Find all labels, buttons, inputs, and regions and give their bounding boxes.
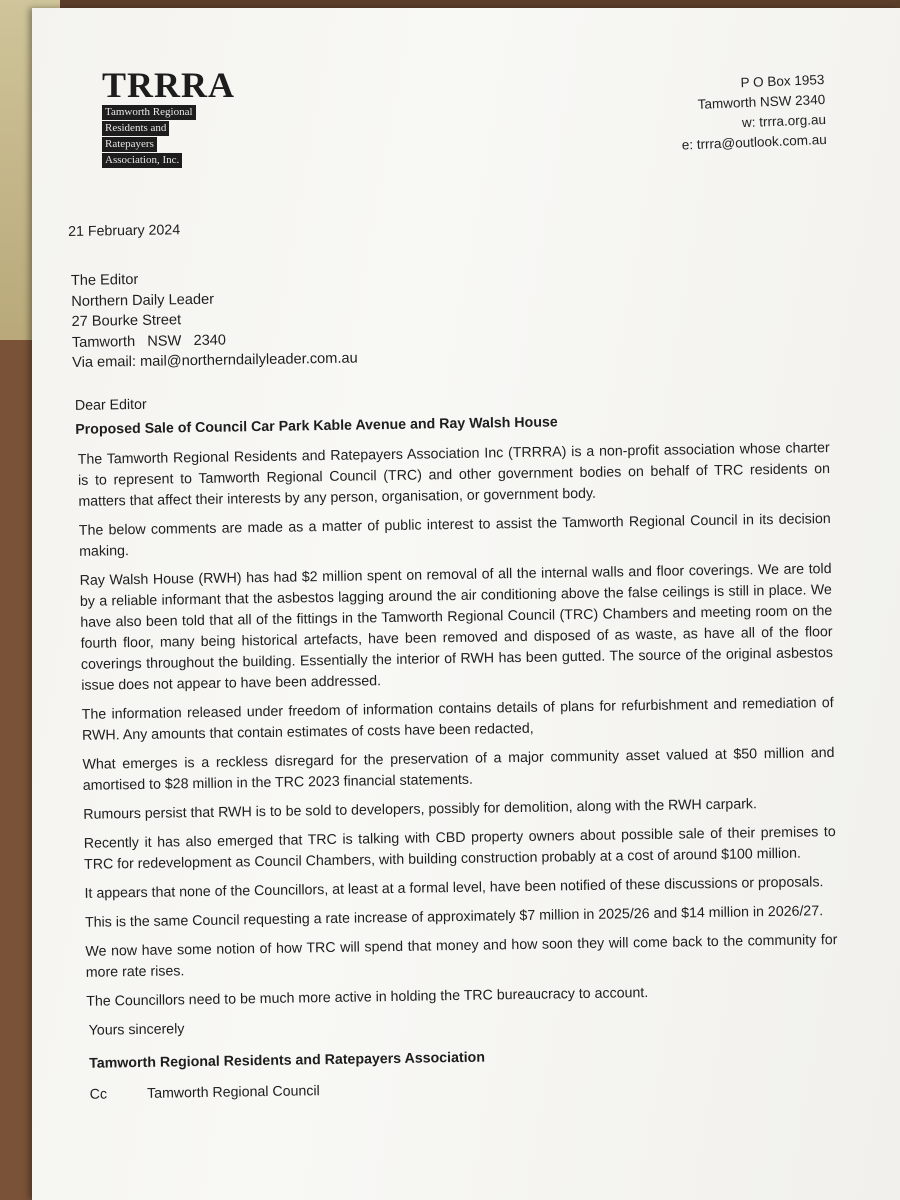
logo-name-block: [102, 104, 242, 168]
address-website: w: trrra.org.au: [741, 111, 827, 131]
paragraph: It appears that none of the Councillors, at least at a formal level, have been notified of these discussions or proposals.: [84, 873, 824, 902]
paragraph: The information released under freedom of information contains details of plans for refurbishment and remediation of RWH. Any amounts that contain estimates of costs have been redacted,: [81, 694, 834, 744]
paragraph: The Councillors need to be much more active in holding the TRC bureaucracy to account.: [86, 984, 649, 1010]
subject-line: Proposed Sale of Council Car Park Kable Avenue and Ray Walsh House: [75, 413, 558, 438]
logo-name-line: Ratepayers: [102, 137, 157, 152]
cc-recipient: Tamworth Regional Council: [146, 1082, 320, 1102]
address-line: P O Box 1953: [740, 71, 825, 91]
recipient-email: Via email: mail@northerndailyleader.com.au: [72, 350, 358, 371]
signature: Tamworth Regional Residents and Ratepayers Association: [89, 1049, 486, 1072]
recipient-block: [71, 259, 831, 373]
cc-label: Cc: [89, 1085, 108, 1103]
letter-date: 21 February 2024: [68, 222, 181, 240]
closing: Yours sincerely: [88, 1020, 185, 1039]
address-line: Tamworth NSW 2340: [697, 91, 826, 112]
recipient-line: Northern Daily Leader: [71, 291, 215, 310]
sender-address: [679, 70, 827, 156]
paragraph: Recently it has also emerged that TRC is talking with CBD property owners about possible sale of their premises to TRC for redevelopment as Council Chambers, with building construction probably at a cost of around $100 million.: [83, 823, 836, 873]
letter-body: [68, 210, 842, 1105]
greeting: Dear Editor: [74, 396, 147, 414]
paragraph: We now have some notion of how TRC will spend that money and how soon they will come back to the community for more rate rises.: [85, 931, 838, 981]
logo-name-line: Residents and: [102, 121, 169, 136]
paragraph: The below comments are made as a matter of public interest to assist the Tamworth Regional Council in its decision making.: [78, 510, 831, 560]
organisation-logo: [102, 66, 242, 168]
paragraph: What emerges is a reckless disregard for the preservation of a major community asset valued at $50 million and amortised to $28 million in the TRC 2023 financial statements.: [82, 744, 835, 794]
recipient-line: The Editor: [70, 271, 139, 289]
recipient-line: Tamworth NSW 2340: [71, 332, 227, 351]
paragraph: The Tamworth Regional Residents and Ratepayers Association Inc (TRRRA) is a non-profit association whose charter is to represent to Tamworth Regional Council (TRC) and other government bodies on behalf of TRC residents on matters that affect their interests by any person, organisation, or government body.: [77, 439, 831, 510]
address-email: e: trrra@outlook.com.au: [681, 131, 827, 153]
logo-name-line: Association, Inc.: [102, 153, 182, 168]
paragraph: Ray Walsh House (RWH) has had $2 million spent on removal of all the internal walls and floor coverings. We are told by a reliable informant that the asbestos lagging around the air conditioning above the false ceilings is still in place. We have also been told that all of the fittings in the Tamworth Regional Council (TRC) Chambers and meeting room on the fourth floor, many being historical artefacts, have been removed and disposed of as waste, as have all of the floor coverings throughout the building. Essentially the interior of RWH has been gutted. The source of the original asbestos issue does not appear to have been addressed.: [79, 560, 833, 694]
logo-acronym: TRRRA: [102, 65, 236, 105]
logo-name-line: Tamworth Regional: [102, 105, 196, 120]
recipient-line: 27 Bourke Street: [71, 312, 182, 330]
paragraph: This is the same Council requesting a rate increase of approximately $7 million in 2025/26 and $14 million in 2026/27.: [84, 902, 824, 931]
paragraph: Rumours persist that RWH is to be sold to developers, possibly for demolition, along with the RWH carpark.: [83, 795, 758, 823]
